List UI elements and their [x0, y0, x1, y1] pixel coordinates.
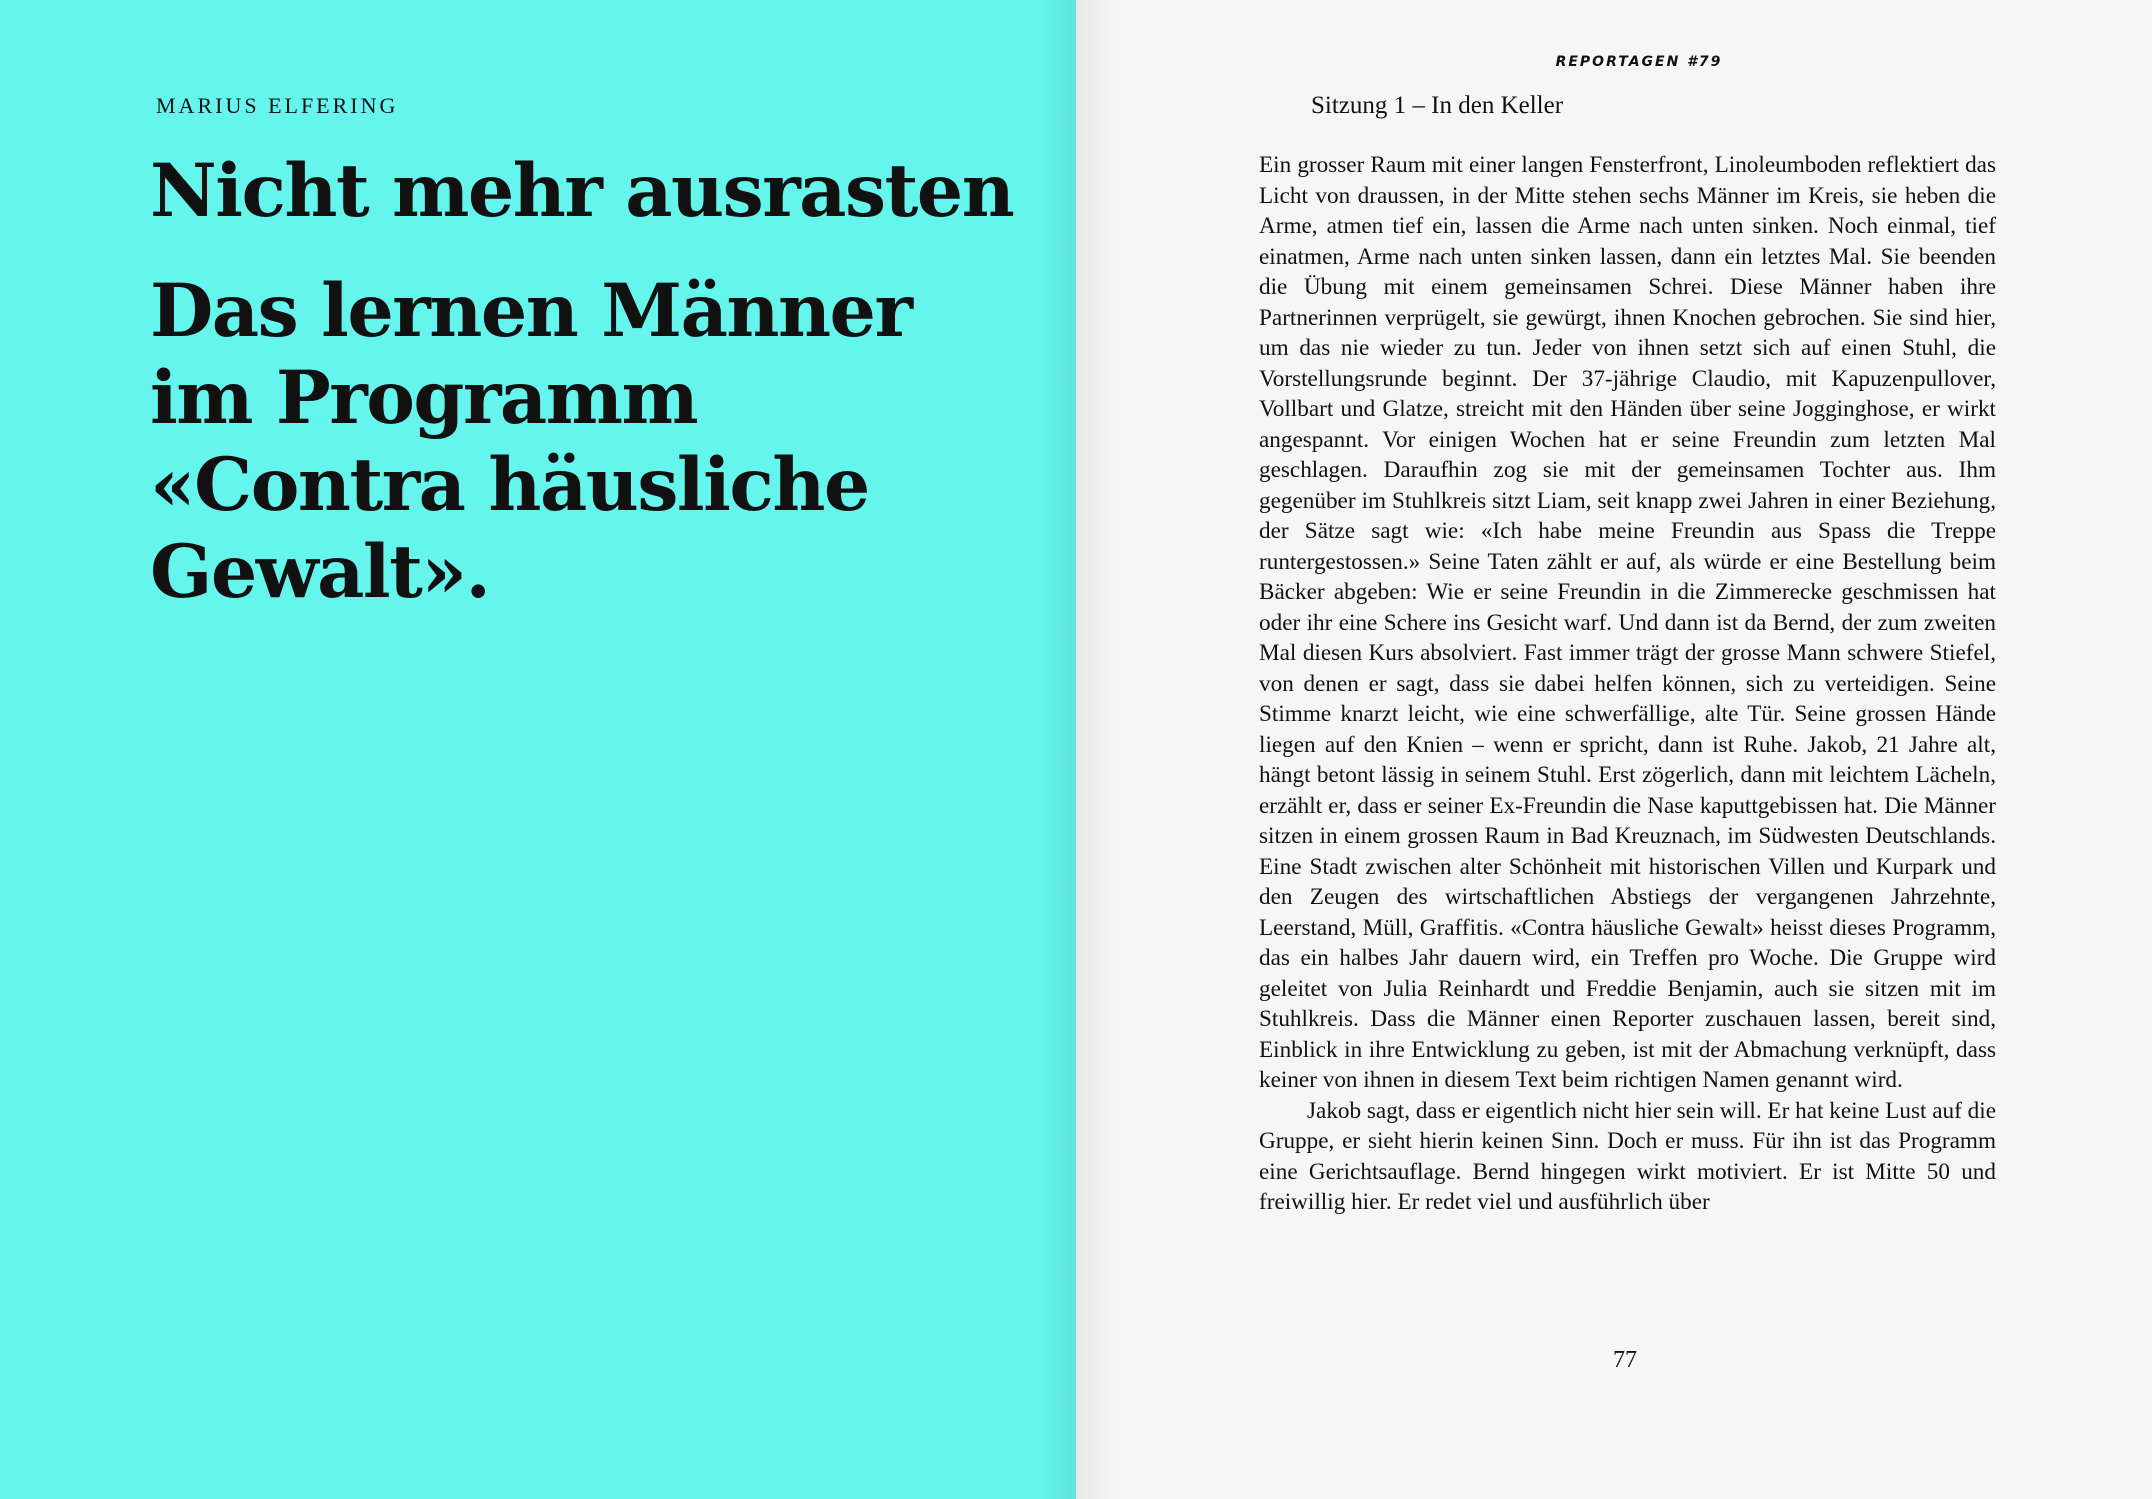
gutter-shadow-right	[1076, 0, 1116, 1499]
author-name: MARIUS ELFERING	[156, 93, 399, 118]
gutter-shadow	[1040, 0, 1076, 1499]
paragraph: Ein grosser Raum mit einer langen Fensterfront, Linoleumboden reflektiert das Licht von draussen, in der Mitte stehen sechs Männer im Kreis, sie heben die Arme, atmen tief ein, lassen die Arme nach unten sinken. Noch einmal, tief einatmen, Arme nach unten sinken lassen, dann ein letztes Mal. Sie beenden die Übung mit einem gemeinsamen Schrei. Diese Männer haben ihre Partnerinnen verprügelt, sie gewürgt, ihnen Knochen gebrochen. Sie sind hier, um das nie wieder zu tun. Jeder von ihnen setzt sich auf einen Stuhl, die Vorstellungsrunde beginnt. Der 37-jährige Claudio, mit Kapuzenpullover, Vollbart und Glatze, streicht mit den Händen über seine Jogginghose, er wirkt angespannt. Vor einigen Wochen hat er seine Freundin zum letzten Mal geschlagen. Daraufhin zog sie mit der gemeinsamen Tochter aus. Ihm gegenüber im Stuhlkreis sitzt Liam, seit knapp zwei Jahren in einer Beziehung, der Sätze sagt wie: «Ich habe meine Freundin aus Spass die Treppe runtergestossen.» Seine Taten zählt er auf, als würde er eine Bestellung beim Bäcker abgeben: Wie er seine Freundin in die Zimmerecke geschmissen hat oder ihr eine Schere ins Gesicht warf. Und dann ist da Bernd, der zum zweiten Mal diesen Kurs absolviert. Fast immer trägt der grosse Mann schwere Stiefel, von denen er sagt, dass sie dabei helfen können, sich zu verteidigen. Seine Stimme knarzt leicht, wie eine schwerfällige, alte Tür. Seine grossen Hände liegen auf den Knien – wenn er spricht, dann ist Ruhe. Jakob, 21 Jahre alt, hängt betont lässig in seinem Stuhl. Erst zögerlich, dann mit leichtem Lächeln, erzählt er, dass er seiner Ex-Freundin die Nase kaputtgebissen hat. Die Männer sitzen in einem grossen Raum in Bad Kreuznach, im Südwesten Deutschlands. Eine Stadt zwischen alter Schönheit mit historischen Villen und Kurpark und den Zeugen des wirtschaftlichen Abstiegs der vergangenen Jahrzehnte, Leerstand, Müll, Graffitis. «Contra häusliche Gewalt» heisst dieses Programm, das ein halbes Jahr dauern wird, ein Treffen pro Woche. Die Gruppe wird geleitet von Julia Reinhardt und Freddie Benjamin, auch sie sitzen mit im Stuhlkreis. Dass die Männer einen Reporter zuschauen lassen, bereit sind, Einblick in ihre Entwicklung zu geben, ist mit der Abmachung verknüpft, dass keiner von ihnen in diesem Text beim richtigen Namen genannt wird.	[1259, 152, 1996, 1093]
headline-subtitle: Das lernen Männer im Programm «Contra häusliche Gewalt».	[150, 268, 912, 615]
body-text	[1259, 150, 1996, 1218]
section-heading: Sitzung 1 – In den Keller	[1311, 92, 1564, 119]
running-head: REPORTAGEN #79	[1555, 54, 1723, 70]
headline	[150, 148, 1030, 616]
paragraph: Jakob sagt, dass er eigentlich nicht hier sein will. Er hat keine Lust auf die Gruppe, er sieht hierin keinen Sinn. Doch er muss. Für ihn ist das Programm eine Gerichtsauflage. Bernd hingegen wirkt motiviert. Er ist Mitte 50 und freiwillig hier. Er redet viel und ausführlich über	[1259, 1097, 1996, 1215]
page-number: 77	[1613, 1347, 1637, 1373]
headline-title: Nicht mehr ausrasten	[150, 148, 1014, 234]
right-page	[1076, 0, 2152, 1499]
